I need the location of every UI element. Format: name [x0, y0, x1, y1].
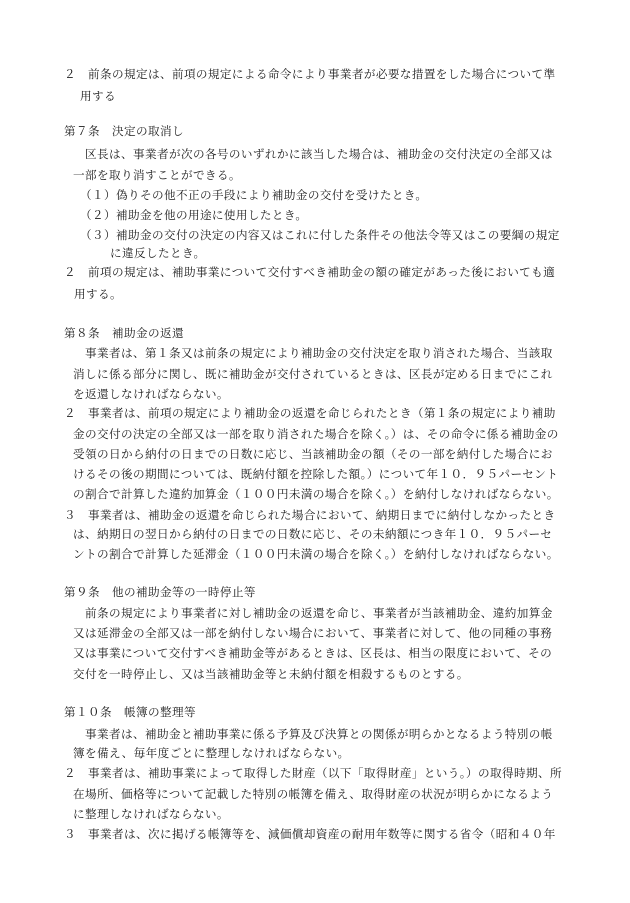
text-line: 用する: [80, 89, 116, 103]
text-line: ２ 前項の規定は、補助事業について交付すべき補助金の額の確定があった後においても適: [64, 265, 556, 279]
text-line: （１）偽りその他不正の手段により補助金の交付を受けたとき。: [80, 188, 428, 202]
text-line: 又は延滞金の全部又は一部を納付しない場合において、事業者に対して、他の同種の事務: [73, 626, 553, 640]
text-line: ３ 事業者は、次に掲げる帳簿等を、減価償却資産の耐用年数等に関する省令（昭和４０年: [64, 827, 556, 841]
article-heading: 第８条 補助金の返還: [64, 326, 184, 340]
text-line: 区長は、事業者が次の各号のいずれかに該当した場合は、補助金の交付決定の全部又は: [85, 147, 553, 161]
text-line: を返還しなければならない。: [73, 387, 229, 401]
article-heading: 第１０条 帳簿の整理等: [64, 705, 196, 719]
text-line: ２ 事業者は、補助事業によって取得した財産（以下「取得財産」という。）の取得時期、所: [64, 766, 562, 780]
text-line: 又は事業について交付すべき補助金等があるときは、区長は、相当の限度において、その: [73, 646, 553, 660]
text-line: 前条の規定により事業者に対し補助金の返還を命じ、事業者が当該補助金、違約加算金: [85, 606, 553, 620]
text-line: ２ 事業者は、前項の規定により補助金の返還を命じられたとき（第１条の規定により補助: [64, 406, 556, 420]
text-line: 事業者は、補助金と補助事業に係る予算及び決算との関係が明らかとなるよう特別の帳: [85, 727, 553, 741]
article-heading: 第７条 決定の取消し: [64, 124, 184, 138]
article-heading: 第９条 他の補助金等の一時停止等: [64, 585, 256, 599]
text-line: 受領の日から納付の日までの日数に応じ、当該補助金の額（その一部を納付した場合にお: [73, 447, 553, 461]
text-line: ３ 事業者は、補助金の返還を命じられた場合において、納期日までに納付しなかったとき: [64, 508, 556, 522]
text-line: 用する。: [74, 287, 122, 301]
text-line: 交付を一時停止し、又は当該補助金等と未納付額を相殺するものとする。: [73, 667, 469, 681]
text-line: 金の交付の決定の全部又は一部を取り消された場合を除く。）は、その命令に係る補助金の: [73, 427, 559, 441]
text-line: 事業者は、第１条又は前条の規定により補助金の交付決定を取り消された場合、当該取: [85, 346, 553, 360]
text-line: けるその後の期間については、既納付額を控除した額。）について年１０．９５パーセント: [73, 467, 559, 481]
text-line: に整理しなければならない。: [73, 807, 229, 821]
text-line: 消しに係る部分に関し、既に補助金が交付されているときは、区長が定める日までにこれ: [73, 367, 553, 381]
text-line: 在場所、価格等について記載した特別の帳簿を備え、取得財産の状況が明らかになるよう: [73, 787, 554, 801]
text-line: は、納期日の翌日から納付の日までの日数に応じ、その未納額につき年１０．９５パーセ: [73, 527, 553, 541]
text-line: ２ 前条の規定は、前項の規定による命令により事業者が必要な措置をした場合について準: [64, 67, 556, 81]
text-line: （３）補助金の交付の決定の内容又はこれに付した条件その他法令等又はこの要綱の規定: [80, 228, 560, 242]
text-line: の割合で計算した違約加算金（１００円未満の場合を除く。）を納付しなければならない。: [73, 487, 559, 501]
text-line: 一部を取り消すことができる。: [73, 168, 241, 182]
text-line: （２）補助金を他の用途に使用したとき。: [80, 208, 308, 222]
text-line: に違反したとき。: [110, 246, 206, 260]
text-line: 簿を備え、毎年度ごとに整理しなければならない。: [73, 746, 350, 760]
text-line: ントの割合で計算した延滞金（１００円未満の場合を除く。）を納付しなければならない。: [73, 547, 559, 561]
